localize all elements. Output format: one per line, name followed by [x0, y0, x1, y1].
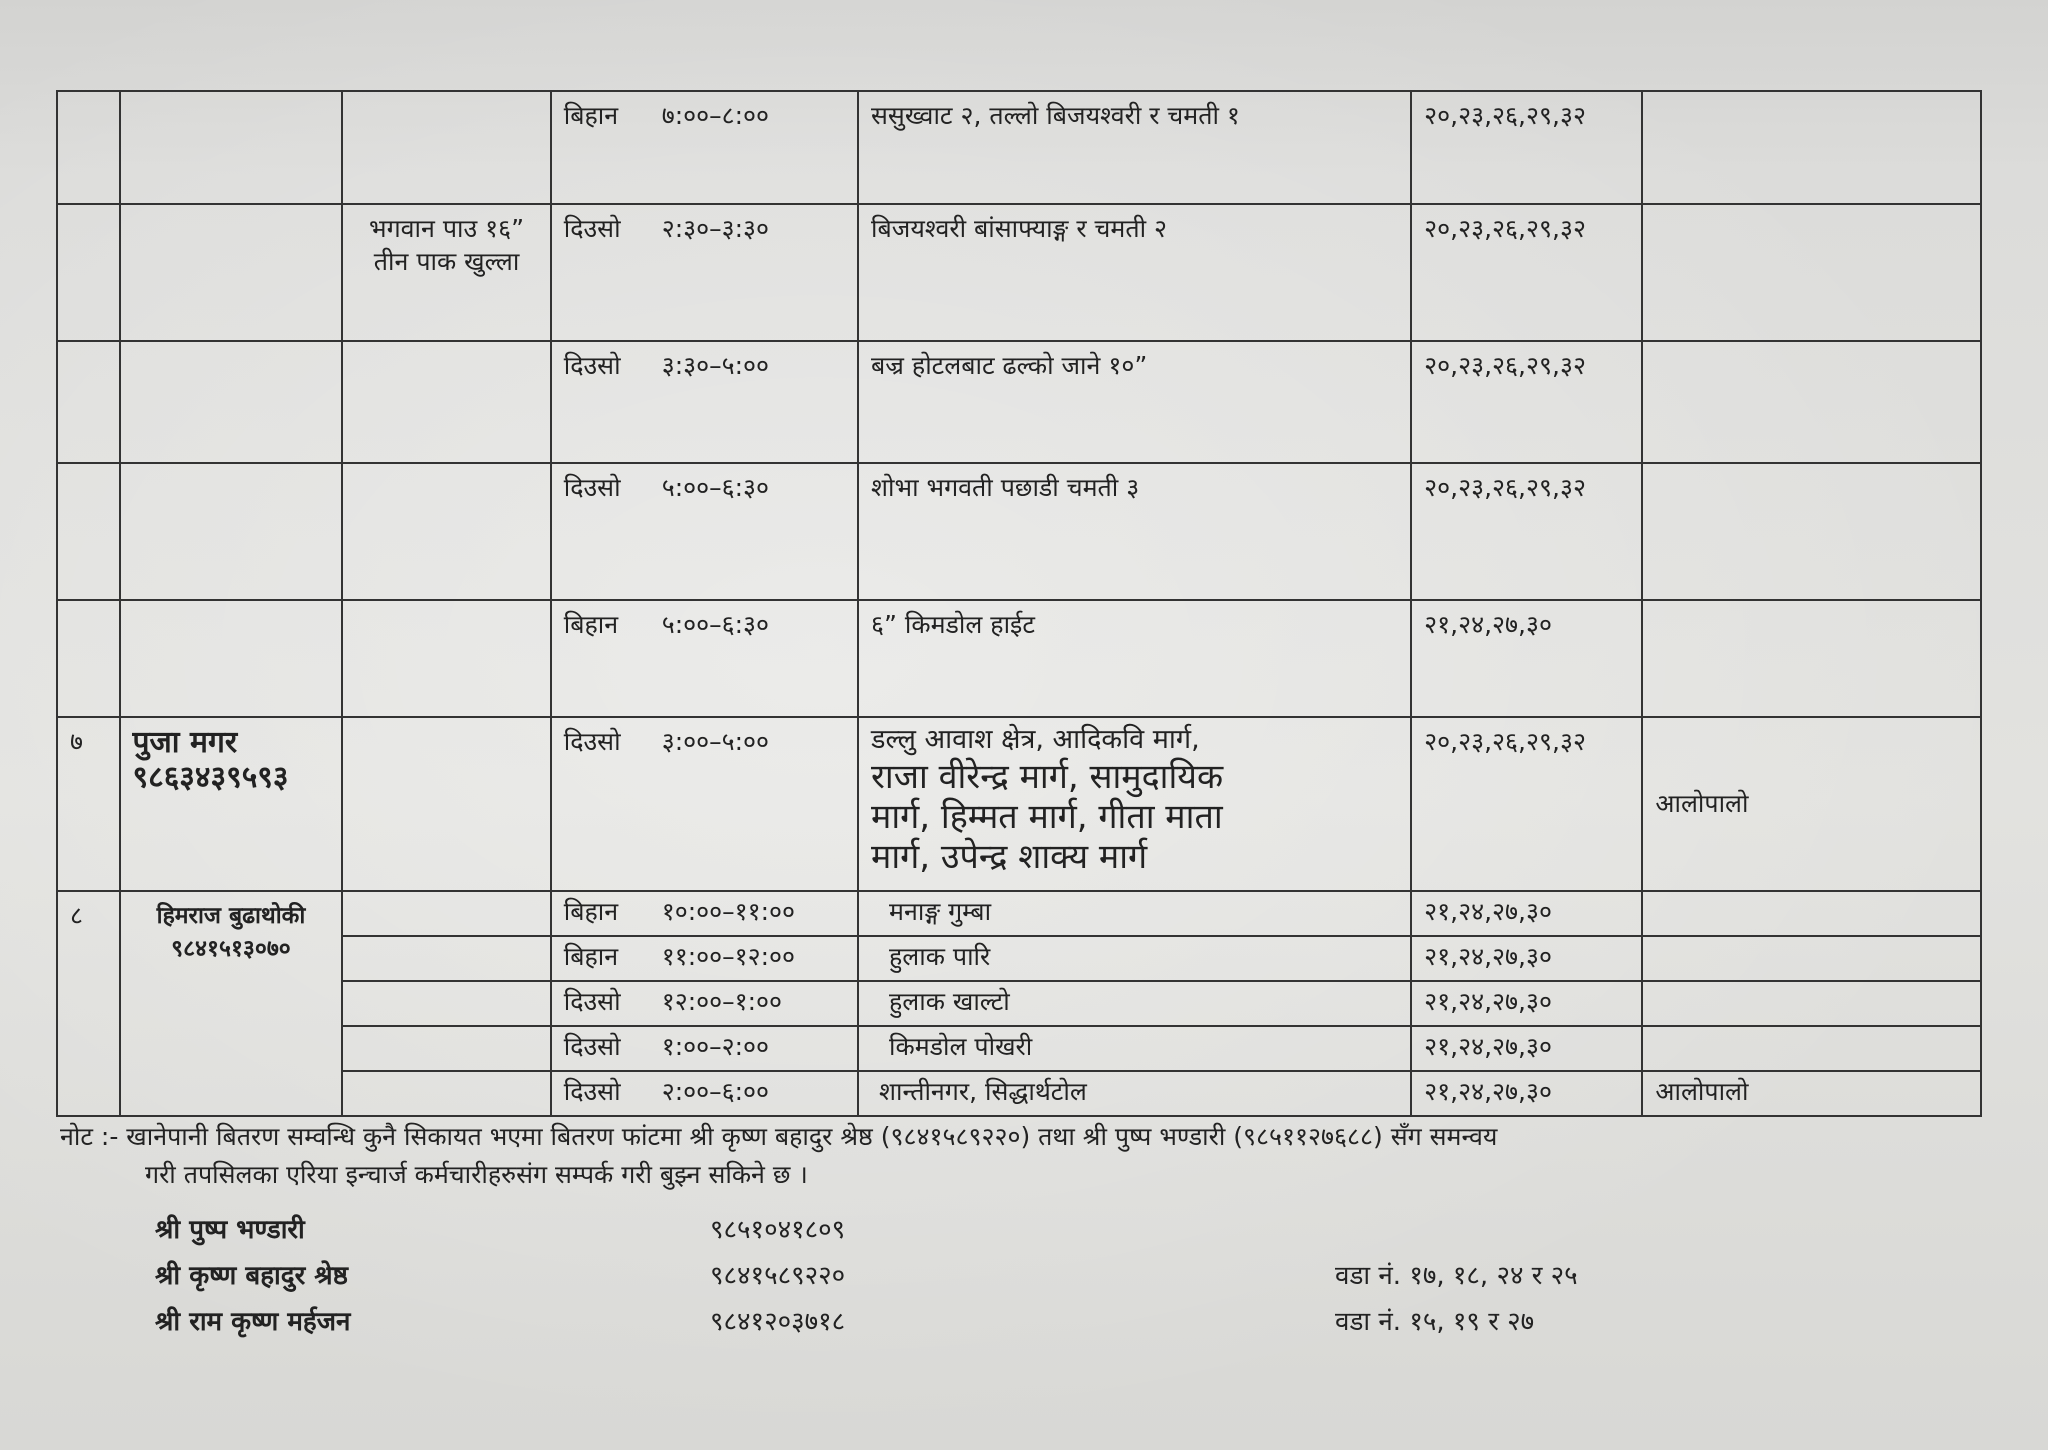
table-row	[57, 91, 1981, 204]
remarks-cell	[1642, 1026, 1981, 1071]
days-cell: २०,२३,२६,२९,३२	[1411, 204, 1642, 341]
contact-row	[155, 1302, 1805, 1348]
time-cell	[551, 341, 858, 463]
incharge-name: पुजा मगर	[132, 725, 238, 760]
contact-row	[155, 1210, 1805, 1256]
time-range: १:००–२:००	[661, 1032, 770, 1061]
table-row	[57, 463, 1981, 600]
contact-ward: वडा नं. १५, १९ र २७	[1335, 1307, 1535, 1337]
time-range: ५:००–६:३०	[661, 610, 770, 639]
area-cell: शोभा भगवती पछाडी चमती ३	[858, 463, 1411, 600]
area-cell: हुलाक खाल्टो	[858, 981, 1411, 1026]
days-cell: २१,२४,२७,३०	[1411, 936, 1642, 981]
table-row	[57, 600, 1981, 717]
serial-cell: ८	[57, 891, 120, 1116]
distribution-schedule-table	[56, 90, 1982, 1117]
time-cell	[551, 1026, 858, 1071]
area-cell: शान्तीनगर, सिद्धार्थटोल	[858, 1071, 1411, 1116]
remarks-cell	[1642, 981, 1981, 1026]
days-cell: २१,२४,२७,३०	[1411, 981, 1642, 1026]
area-line: मार्ग, हिम्मत मार्ग, गीता माता	[871, 797, 1223, 838]
serial-cell	[57, 204, 120, 341]
area-cell: बज्र होटलबाट ढल्को जाने १०”	[858, 341, 1411, 463]
remarks-cell: आलोपालो	[1642, 1071, 1981, 1116]
serial-cell	[57, 600, 120, 717]
days-cell: २०,२३,२६,२९,३२	[1411, 717, 1642, 891]
time-cell	[551, 463, 858, 600]
time-label: बिहान	[563, 101, 619, 130]
contact-phone: ९८५१०४१८०९	[710, 1215, 846, 1245]
remarks-cell	[1642, 91, 1981, 204]
time-label: दिउसो	[563, 987, 621, 1016]
pipe-cell	[342, 1026, 550, 1071]
time-cell	[551, 1071, 858, 1116]
incharge-cell	[120, 204, 343, 341]
pipe-cell	[342, 463, 550, 600]
time-label: बिहान	[563, 942, 619, 971]
area-line: राजा वीरेन्द्र मार्ग, सामुदायिक	[871, 757, 1224, 798]
area-line: मार्ग, उपेन्द्र शाक्य मार्ग	[871, 837, 1148, 878]
incharge-cell	[120, 891, 343, 1116]
days-cell: २०,२३,२६,२९,३२	[1411, 91, 1642, 204]
serial-cell	[57, 463, 120, 600]
remarks-cell	[1642, 204, 1981, 341]
incharge-cell	[120, 91, 343, 204]
contact-name: श्री राम कृष्ण मर्हजन	[155, 1307, 351, 1337]
days-cell: २१,२४,२७,३०	[1411, 1071, 1642, 1116]
contact-row	[155, 1256, 1805, 1302]
incharge-cell	[120, 463, 343, 600]
incharge-phone: ९८४१५१३०७०	[171, 936, 291, 963]
time-range: ३:००–५:००	[661, 727, 770, 756]
days-cell: २१,२४,२७,३०	[1411, 600, 1642, 717]
time-label: दिउसो	[563, 214, 621, 243]
area-cell: किमडोल पोखरी	[858, 1026, 1411, 1071]
table-row	[57, 1071, 1981, 1116]
time-cell	[551, 600, 858, 717]
remarks-cell	[1642, 463, 1981, 600]
time-range: १२:००–१:००	[661, 987, 783, 1016]
area-cell: बिजयश्वरी बांसाफ्याङ्ग र चमती २	[858, 204, 1411, 341]
note-line: नोट :- खानेपानी बितरण सम्वन्धि कुनै सिकायत भएमा बितरण फांटमा श्री कृष्ण बहादुर श्रेष्ठ (९८४१५८९२२०) तथा श्री पुष्प भण्डारी (९८५११२७६८८) सँग समन्वय	[60, 1122, 1498, 1151]
incharge-cell	[120, 717, 343, 891]
area-cell: ससुख्वाट २, तल्लो बिजयश्वरी र चमती १	[858, 91, 1411, 204]
pipe-cell	[342, 600, 550, 717]
time-label: बिहान	[563, 897, 619, 926]
time-range: ५:००–६:३०	[661, 473, 770, 502]
serial-cell: ७	[57, 717, 120, 891]
days-cell: २१,२४,२७,३०	[1411, 1026, 1642, 1071]
pipe-cell	[342, 1071, 550, 1116]
incharge-phone: ९८६३४३९५९३	[132, 759, 289, 795]
area-line: डल्लु आवाश क्षेत्र, आदिकवि मार्ग,	[871, 724, 1200, 755]
time-cell	[551, 204, 858, 341]
table-row	[57, 981, 1981, 1026]
time-cell	[551, 981, 858, 1026]
remarks-cell	[1642, 717, 1981, 891]
pipe-cell: भगवान पाउ १६” तीन पाक खुल्ला	[342, 204, 550, 341]
time-cell	[551, 891, 858, 936]
table-row	[57, 717, 1981, 891]
time-range: १०:००–११:००	[661, 897, 796, 926]
time-range: ७:००–८:००	[661, 101, 770, 130]
days-cell: २०,२३,२६,२९,३२	[1411, 341, 1642, 463]
area-cell: हुलाक पारि	[858, 936, 1411, 981]
table-row	[57, 1026, 1981, 1071]
pipe-cell	[342, 91, 550, 204]
pipe-cell	[342, 891, 550, 936]
time-label: दिउसो	[563, 473, 621, 502]
pipe-cell	[342, 936, 550, 981]
days-cell: २०,२३,२६,२९,३२	[1411, 463, 1642, 600]
remarks-cell	[1642, 891, 1981, 936]
time-label: दिउसो	[563, 727, 621, 756]
serial-cell	[57, 91, 120, 204]
time-range: ११:००–१२:००	[661, 942, 796, 971]
contact-list	[155, 1210, 1805, 1348]
contact-name: श्री पुष्प भण्डारी	[155, 1215, 305, 1245]
time-label: दिउसो	[563, 1077, 621, 1106]
incharge-name: हिमराज बुढाथोकी	[156, 903, 306, 929]
contact-phone: ९८४१५८९२२०	[710, 1261, 846, 1291]
area-cell: मनाङ्ग गुम्बा	[858, 891, 1411, 936]
table-row	[57, 204, 1981, 341]
remarks-cell	[1642, 341, 1981, 463]
time-range: ३:३०–५:००	[661, 351, 770, 380]
note-line: गरी तपसिलका एरिया इन्चार्ज कर्मचारीहरुसंग सम्पर्क गरी बुझ्न सकिने छ ।	[145, 1159, 808, 1189]
time-range: २:३०–३:३०	[661, 214, 770, 243]
contact-phone: ९८४१२०३७१८	[710, 1307, 846, 1337]
pipe-cell	[342, 981, 550, 1026]
time-cell	[551, 936, 858, 981]
time-label: दिउसो	[563, 351, 621, 380]
pipe-cell	[342, 341, 550, 463]
serial-cell	[57, 341, 120, 463]
remarks-cell	[1642, 936, 1981, 981]
area-cell	[858, 717, 1411, 891]
time-range: २:००–६:००	[661, 1077, 770, 1106]
remarks-text: आलोपालो	[1655, 788, 1749, 818]
incharge-cell	[120, 600, 343, 717]
remarks-cell	[1642, 600, 1981, 717]
time-cell	[551, 91, 858, 204]
time-cell	[551, 717, 858, 891]
contact-ward: वडा नं. १७, १८, २४ र २५	[1335, 1261, 1578, 1291]
table-row	[57, 341, 1981, 463]
table-row	[57, 891, 1981, 936]
incharge-cell	[120, 341, 343, 463]
area-cell: ६” किमडोल हाईट	[858, 600, 1411, 717]
table-row	[57, 936, 1981, 981]
pipe-cell	[342, 717, 550, 891]
time-label: बिहान	[563, 610, 619, 639]
contact-name: श्री कृष्ण बहादुर श्रेष्ठ	[155, 1261, 348, 1291]
time-label: दिउसो	[563, 1032, 621, 1061]
note-section	[60, 1118, 1990, 1193]
days-cell: २१,२४,२७,३०	[1411, 891, 1642, 936]
